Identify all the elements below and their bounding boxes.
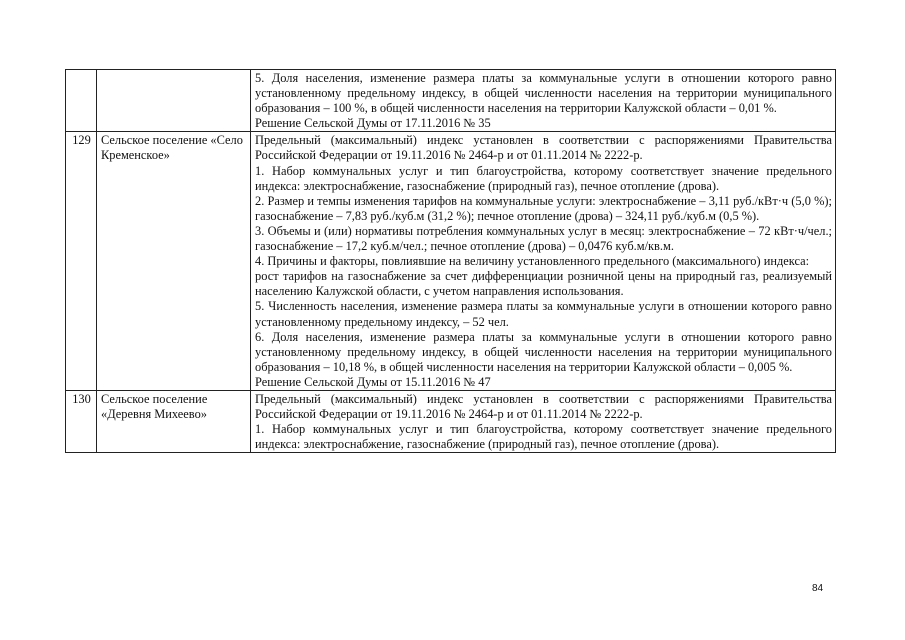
settlement-name (97, 70, 251, 132)
decision-reference: Решение Сельской Думы от 17.11.2016 № 35 (255, 116, 491, 131)
description-paragraph: 3. Объемы и (или) нормативы потребления коммунальных услуг в месяц: электроснабжение – 72 кВт·ч/чел.; газоснабжение – 17,2 куб.м/чел.; печное отопление (дрова) – 0,0476 куб.м/кв.м. (255, 223, 832, 254)
index-description (251, 390, 836, 452)
index-description (251, 70, 836, 132)
description-paragraph: 4. Причины и факторы, повлиявшие на величину установленного предельного (максимального) индекса: (255, 254, 810, 269)
description-paragraph: 1. Набор коммунальных услуг и тип благоустройства, которому соответствует значение предельного индекса: электроснабжение, газоснабжение (природный газ), печное отопление (дрова). (255, 422, 832, 452)
settlement-name: Сельское поселение «Село Кременское» (97, 132, 251, 391)
decision-reference: Решение Сельской Думы от 15.11.2016 № 47 (255, 374, 491, 389)
description-paragraph: 1. Набор коммунальных услуг и тип благоустройства, которому соответствует значение предельного индекса: электроснабжение, газоснабжение (природный газ), печное отопление (дрова). (255, 163, 832, 193)
table-row (66, 390, 836, 452)
description-paragraph: 2. Размер и темпы изменения тарифов на коммунальные услуги: электроснабжение – 3,11 руб./кВт·ч (5,0 %); газоснабжение – 7,83 руб./куб.м (31,2 %); печное отопление (дрова) – 324,11 руб./куб.м (0,5 %). (255, 193, 832, 223)
description-paragraph: 6. Доля населения, изменение размера платы за коммунальные услуги в отношении которого равно установленному предельному индексу, в общей численности населения на территории муниципального образования – 10,18 %, в общей численности населения на территории Калужской области – 0,005 %. (255, 329, 832, 374)
description-paragraph: Предельный (максимальный) индекс установлен в соответствии с распоряжениями Правительства Российской Федерации от 19.11.2016 № 2464-р и от 01.11.2014 № 2222-р. (255, 133, 832, 163)
description-paragraph: 5. Доля населения, изменение размера платы за коммунальные услуги в отношении которого равно установленному предельному индексу, в общей численности населения на территории муниципального образования – 100 %, в общей численности населения на территории Калужской области – 0,01 %. (255, 71, 832, 116)
page-number: 84 (812, 583, 824, 594)
description-paragraph: рост тарифов на газоснабжение за счет дифференциации розничной цены на природный газ, реализуемый населению Калужской области, с учетом направления использования. (255, 269, 832, 299)
settlement-name: Сельское поселение «Деревня Михеево» (97, 390, 251, 452)
table-row (66, 70, 836, 132)
municipal-index-table (65, 69, 836, 453)
description-paragraph: Предельный (максимальный) индекс установлен в соответствии с распоряжениями Правительства Российской Федерации от 19.11.2016 № 2464-р и от 01.11.2014 № 2222-р. (255, 391, 832, 422)
table-row (66, 132, 836, 391)
row-number: 130 (66, 390, 97, 452)
row-number (66, 70, 97, 132)
row-number: 129 (66, 132, 97, 391)
index-description (251, 132, 836, 391)
table-body (66, 70, 836, 453)
description-paragraph: 5. Численность населения, изменение размера платы за коммунальные услуги в отношении которого равно установленному предельному индексу, – 52 чел. (255, 299, 832, 329)
